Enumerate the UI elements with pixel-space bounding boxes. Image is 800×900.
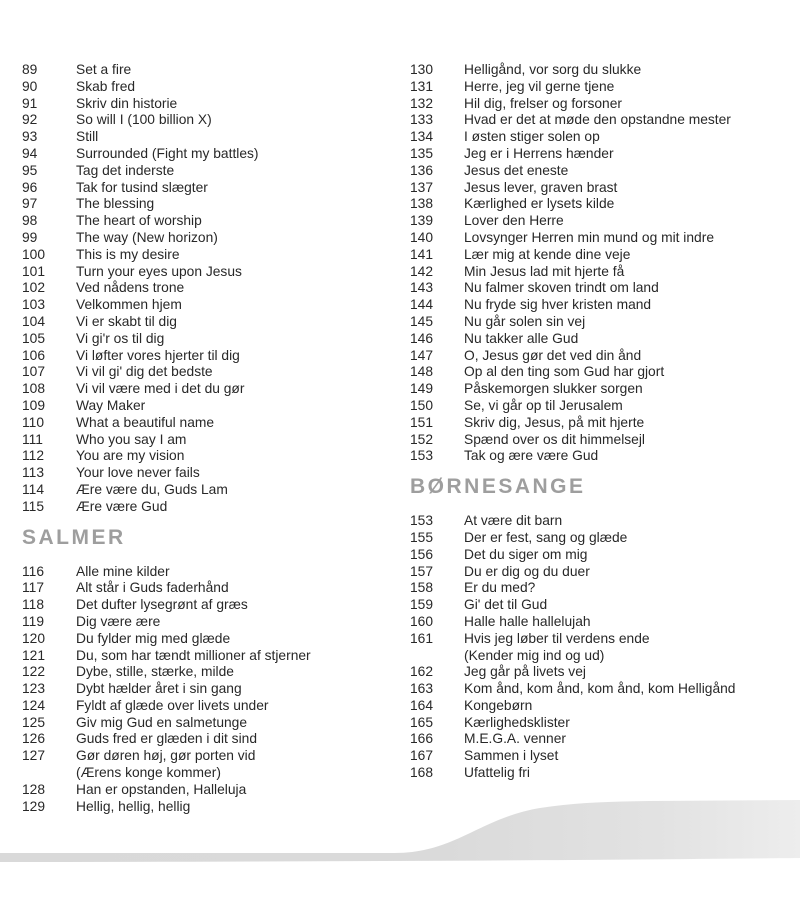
list-item <box>410 196 800 213</box>
song-title: Lover den Herre <box>464 213 564 229</box>
song-title: The heart of worship <box>76 213 202 229</box>
song-list <box>22 564 400 816</box>
song-number: 128 <box>22 781 46 797</box>
song-title: The blessing <box>76 196 155 212</box>
song-number: 92 <box>22 112 38 128</box>
song-number: 106 <box>22 347 46 363</box>
song-title: Der er fest, sang og glæde <box>464 529 628 545</box>
song-title: Vi vil være med i det du gør <box>76 381 245 397</box>
song-number: 146 <box>410 330 434 346</box>
song-title: Nu fryde sig hver kristen mand <box>464 297 652 313</box>
song-title: Ære være Gud <box>76 498 168 514</box>
song-number: 102 <box>22 280 46 296</box>
list-item <box>410 664 800 681</box>
list-item <box>410 731 800 748</box>
song-number: 166 <box>410 731 434 747</box>
song-title: Way Maker <box>76 397 146 413</box>
list-item <box>410 146 800 163</box>
list-item <box>410 580 800 597</box>
song-number: 125 <box>22 714 46 730</box>
song-title: Ufattelig fri <box>464 765 530 781</box>
list-item <box>410 213 800 230</box>
song-number: 162 <box>410 664 434 680</box>
song-title: Lær mig at kende dine veje <box>464 246 631 262</box>
song-title: Surrounded (Fight my battles) <box>76 145 259 161</box>
song-index-column-left <box>22 62 400 815</box>
list-item <box>22 681 400 698</box>
song-number: 95 <box>22 162 38 178</box>
list-item <box>410 398 800 415</box>
song-title: Herre, jeg vil gerne tjene <box>464 78 615 94</box>
song-number: 145 <box>410 313 434 329</box>
section-header: SALMER <box>22 525 126 549</box>
song-number: 113 <box>22 465 44 481</box>
song-title: Turn your eyes upon Jesus <box>76 263 242 279</box>
list-item-continuation <box>410 648 800 665</box>
song-number: 123 <box>22 681 46 697</box>
song-number: 90 <box>22 78 38 94</box>
song-title: Fyldt af glæde over livets under <box>76 697 269 713</box>
list-item <box>410 331 800 348</box>
song-title: Hvad er det at møde den opstandne mester <box>464 112 731 128</box>
list-item <box>22 748 400 765</box>
song-title: Skriv dig, Jesus, på mit hjerte <box>464 414 645 430</box>
list-item <box>22 230 400 247</box>
song-title: Velkommen hjem <box>76 297 182 313</box>
song-number: 153 <box>410 448 434 464</box>
song-number: 114 <box>22 481 44 497</box>
song-title: Jeg er i Herrens hænder <box>464 145 614 161</box>
song-number: 98 <box>22 213 38 229</box>
song-title: Lovsynger Herren min mund og mit indre <box>464 229 714 245</box>
song-title: Still <box>76 129 99 145</box>
song-number: 130 <box>410 62 434 77</box>
song-title: Halle halle hallelujah <box>464 613 591 629</box>
song-number: 101 <box>22 263 46 279</box>
song-title-continuation: (Ærens konge kommer) <box>76 765 221 781</box>
list-item <box>410 62 800 79</box>
list-item <box>22 331 400 348</box>
song-title: Vi løfter vores hjerter til dig <box>76 347 240 363</box>
song-title: Se, vi går op til Jerusalem <box>464 397 623 413</box>
song-number: 131 <box>410 78 434 94</box>
song-list <box>410 513 800 782</box>
list-item <box>410 547 800 564</box>
song-number: 103 <box>22 297 46 313</box>
song-title: O, Jesus gør det ved din ånd <box>464 347 642 363</box>
list-item <box>22 432 400 449</box>
song-number: 164 <box>410 697 434 713</box>
song-number: 120 <box>22 630 46 646</box>
song-title: Kom ånd, kom ånd, kom ånd, kom Helligånd <box>464 681 736 697</box>
song-title: Tak og ære være Gud <box>464 448 599 464</box>
list-item <box>22 580 400 597</box>
list-item <box>22 364 400 381</box>
song-number: 159 <box>410 597 434 613</box>
song-title: Tag det inderste <box>76 162 175 178</box>
song-title: Ved nådens trone <box>76 280 185 296</box>
list-item <box>22 348 400 365</box>
list-item <box>410 448 800 465</box>
song-title: Skab fred <box>76 78 136 94</box>
song-title: Hellig, hellig, hellig <box>76 798 191 814</box>
song-number: 167 <box>410 748 434 764</box>
song-title: Ære være du, Guds Lam <box>76 481 228 497</box>
song-title: Dig være ære <box>76 613 161 629</box>
song-number: 136 <box>410 162 434 178</box>
song-number: 156 <box>410 546 434 562</box>
song-number: 121 <box>22 647 46 663</box>
list-item <box>22 213 400 230</box>
list-item <box>22 381 400 398</box>
list-item <box>22 698 400 715</box>
list-item <box>22 631 400 648</box>
song-title: This is my desire <box>76 246 180 262</box>
list-item <box>22 129 400 146</box>
song-number: 158 <box>410 580 434 596</box>
song-title: Han er opstanden, Halleluja <box>76 781 247 797</box>
song-title: Du fylder mig med glæde <box>76 630 231 646</box>
song-number: 165 <box>410 714 434 730</box>
list-item <box>22 499 400 516</box>
song-number: 134 <box>410 129 434 145</box>
list-item <box>22 614 400 631</box>
song-number-spacer <box>410 648 464 665</box>
song-number: 155 <box>410 529 434 545</box>
song-title: Er du med? <box>464 580 536 596</box>
list-item <box>22 398 400 415</box>
list-item <box>22 415 400 432</box>
song-number: 157 <box>410 563 434 579</box>
song-title: Alle mine kilder <box>76 563 170 579</box>
song-title: Tak for tusind slægter <box>76 179 208 195</box>
list-item <box>410 264 800 281</box>
song-title: Du, som har tændt millioner af stjerner <box>76 647 311 663</box>
page-curl-shadow <box>0 780 800 900</box>
song-title: Min Jesus lad mit hjerte få <box>464 263 625 279</box>
list-item <box>410 530 800 547</box>
song-number: 138 <box>410 196 434 212</box>
song-title: So will I (100 billion X) <box>76 112 212 128</box>
list-item <box>410 96 800 113</box>
song-number: 112 <box>22 448 44 464</box>
song-number: 148 <box>410 364 434 380</box>
song-title: What a beautiful name <box>76 414 215 430</box>
song-number: 105 <box>22 330 46 346</box>
song-number: 111 <box>22 431 43 447</box>
song-number: 100 <box>22 246 46 262</box>
song-number: 99 <box>22 229 38 245</box>
list-item <box>22 79 400 96</box>
list-item <box>22 731 400 748</box>
song-number: 141 <box>410 246 434 262</box>
list-item <box>22 297 400 314</box>
song-list <box>22 62 400 516</box>
list-item <box>22 280 400 297</box>
list-item <box>22 180 400 197</box>
song-number: 118 <box>22 597 44 613</box>
song-number: 91 <box>22 95 38 111</box>
song-number: 107 <box>22 364 46 380</box>
song-title: Dybt hælder året i sin gang <box>76 681 242 697</box>
song-title: You are my vision <box>76 448 185 464</box>
list-item <box>410 432 800 449</box>
song-number: 89 <box>22 62 38 77</box>
song-number: 117 <box>22 580 44 596</box>
list-item <box>410 247 800 264</box>
song-number: 115 <box>22 498 44 514</box>
song-number: 122 <box>22 664 46 680</box>
song-title: Helligånd, vor sorg du slukke <box>464 62 642 77</box>
list-item <box>410 748 800 765</box>
song-number: 109 <box>22 397 46 413</box>
list-item <box>410 631 800 648</box>
song-title: Nu går solen sin vej <box>464 313 586 329</box>
list-item <box>410 314 800 331</box>
song-title: Kongebørn <box>464 697 533 713</box>
song-number: 142 <box>410 263 434 279</box>
song-number: 143 <box>410 280 434 296</box>
song-number: 137 <box>410 179 434 195</box>
list-item <box>22 196 400 213</box>
list-item <box>22 163 400 180</box>
song-title: Guds fred er glæden i dit sind <box>76 731 257 747</box>
song-title: Det du siger om mig <box>464 546 588 562</box>
song-number: 152 <box>410 431 434 447</box>
song-number: 96 <box>22 179 38 195</box>
list-item <box>410 297 800 314</box>
song-number: 140 <box>410 229 434 245</box>
song-title: Nu falmer skoven trindt om land <box>464 280 659 296</box>
list-item <box>22 564 400 581</box>
list-item <box>410 681 800 698</box>
list-item <box>410 715 800 732</box>
song-title: Vi er skabt til dig <box>76 313 177 329</box>
song-title: Dybe, stille, stærke, milde <box>76 664 234 680</box>
song-title: Kærlighedsklister <box>464 714 570 730</box>
song-title: Hvis jeg løber til verdens ende <box>464 630 650 646</box>
list-item <box>22 482 400 499</box>
song-title: At være dit barn <box>464 513 563 529</box>
song-number: 124 <box>22 697 46 713</box>
list-item <box>410 614 800 631</box>
list-item <box>410 364 800 381</box>
song-number: 168 <box>410 765 434 781</box>
song-number: 144 <box>410 297 434 313</box>
song-title: Påskemorgen slukker sorgen <box>464 381 643 397</box>
song-number: 139 <box>410 213 434 229</box>
song-title: Who you say I am <box>76 431 187 447</box>
list-item <box>410 698 800 715</box>
list-item <box>22 448 400 465</box>
song-number: 133 <box>410 112 434 128</box>
song-title: Alt står i Guds faderhånd <box>76 580 229 596</box>
song-title: Spænd over os dit himmelsejl <box>464 431 645 447</box>
list-item <box>410 513 800 530</box>
list-item <box>22 247 400 264</box>
song-title: Jesus det eneste <box>464 162 569 178</box>
list-item <box>410 112 800 129</box>
list-item <box>410 163 800 180</box>
list-item <box>22 146 400 163</box>
song-number: 110 <box>22 414 44 430</box>
song-title: Set a fire <box>76 62 132 77</box>
list-item <box>410 280 800 297</box>
song-index-column-right <box>410 62 800 782</box>
list-item <box>22 465 400 482</box>
list-item <box>22 62 400 79</box>
list-item <box>22 314 400 331</box>
list-item <box>22 112 400 129</box>
song-title: Jesus lever, graven brast <box>464 179 618 195</box>
song-number: 129 <box>22 798 46 814</box>
song-number: 119 <box>22 613 44 629</box>
list-item <box>410 180 800 197</box>
song-number: 160 <box>410 613 434 629</box>
song-title: Sammen i lyset <box>464 748 559 764</box>
song-title: Hil dig, frelser og forsoner <box>464 95 622 111</box>
list-item <box>410 564 800 581</box>
song-title: Giv mig Gud en salmetunge <box>76 714 248 730</box>
song-title: Vi vil gi' dig det bedste <box>76 364 213 380</box>
section-header: BØRNESANGE <box>410 475 586 499</box>
list-item <box>22 96 400 113</box>
song-number: 116 <box>22 563 44 579</box>
list-item <box>410 381 800 398</box>
song-title: Vi gi'r os til dig <box>76 330 165 346</box>
song-title: Gi' det til Gud <box>464 597 548 613</box>
song-title: Jeg går på livets vej <box>464 664 586 680</box>
list-item <box>22 648 400 665</box>
song-number: 151 <box>410 414 434 430</box>
song-title: Op al den ting som Gud har gjort <box>464 364 665 380</box>
song-number: 127 <box>22 748 46 764</box>
song-number: 132 <box>410 95 434 111</box>
song-title: I østen stiger solen op <box>464 129 600 145</box>
song-title: Du er dig og du duer <box>464 563 590 579</box>
song-title-continuation: (Kender mig ind og ud) <box>464 647 605 663</box>
list-item <box>410 415 800 432</box>
list-item <box>22 715 400 732</box>
list-item <box>22 597 400 614</box>
song-number: 149 <box>410 381 434 397</box>
list-item <box>22 264 400 281</box>
song-number: 163 <box>410 681 434 697</box>
song-list <box>410 62 800 465</box>
list-item <box>410 79 800 96</box>
song-number: 126 <box>22 731 46 747</box>
song-number: 94 <box>22 145 38 161</box>
song-number: 147 <box>410 347 434 363</box>
list-item <box>410 129 800 146</box>
song-number: 108 <box>22 381 46 397</box>
song-title: Nu takker alle Gud <box>464 330 579 346</box>
song-number: 97 <box>22 196 38 212</box>
song-number: 161 <box>410 630 434 646</box>
list-item <box>410 597 800 614</box>
song-title: Kærlighed er lysets kilde <box>464 196 615 212</box>
song-title: Skriv din historie <box>76 95 178 111</box>
list-item <box>410 348 800 365</box>
song-number: 135 <box>410 145 434 161</box>
song-title: Your love never fails <box>76 465 200 481</box>
song-number: 153 <box>410 513 434 529</box>
list-item <box>22 664 400 681</box>
song-title: Det dufter lysegrønt af græs <box>76 597 248 613</box>
song-title: M.E.G.A. venner <box>464 731 566 747</box>
list-item <box>410 230 800 247</box>
song-number: 104 <box>22 313 46 329</box>
song-number: 93 <box>22 129 38 145</box>
song-title: The way (New horizon) <box>76 229 218 245</box>
song-title: Gør døren høj, gør porten vid <box>76 748 256 764</box>
song-number: 150 <box>410 397 434 413</box>
